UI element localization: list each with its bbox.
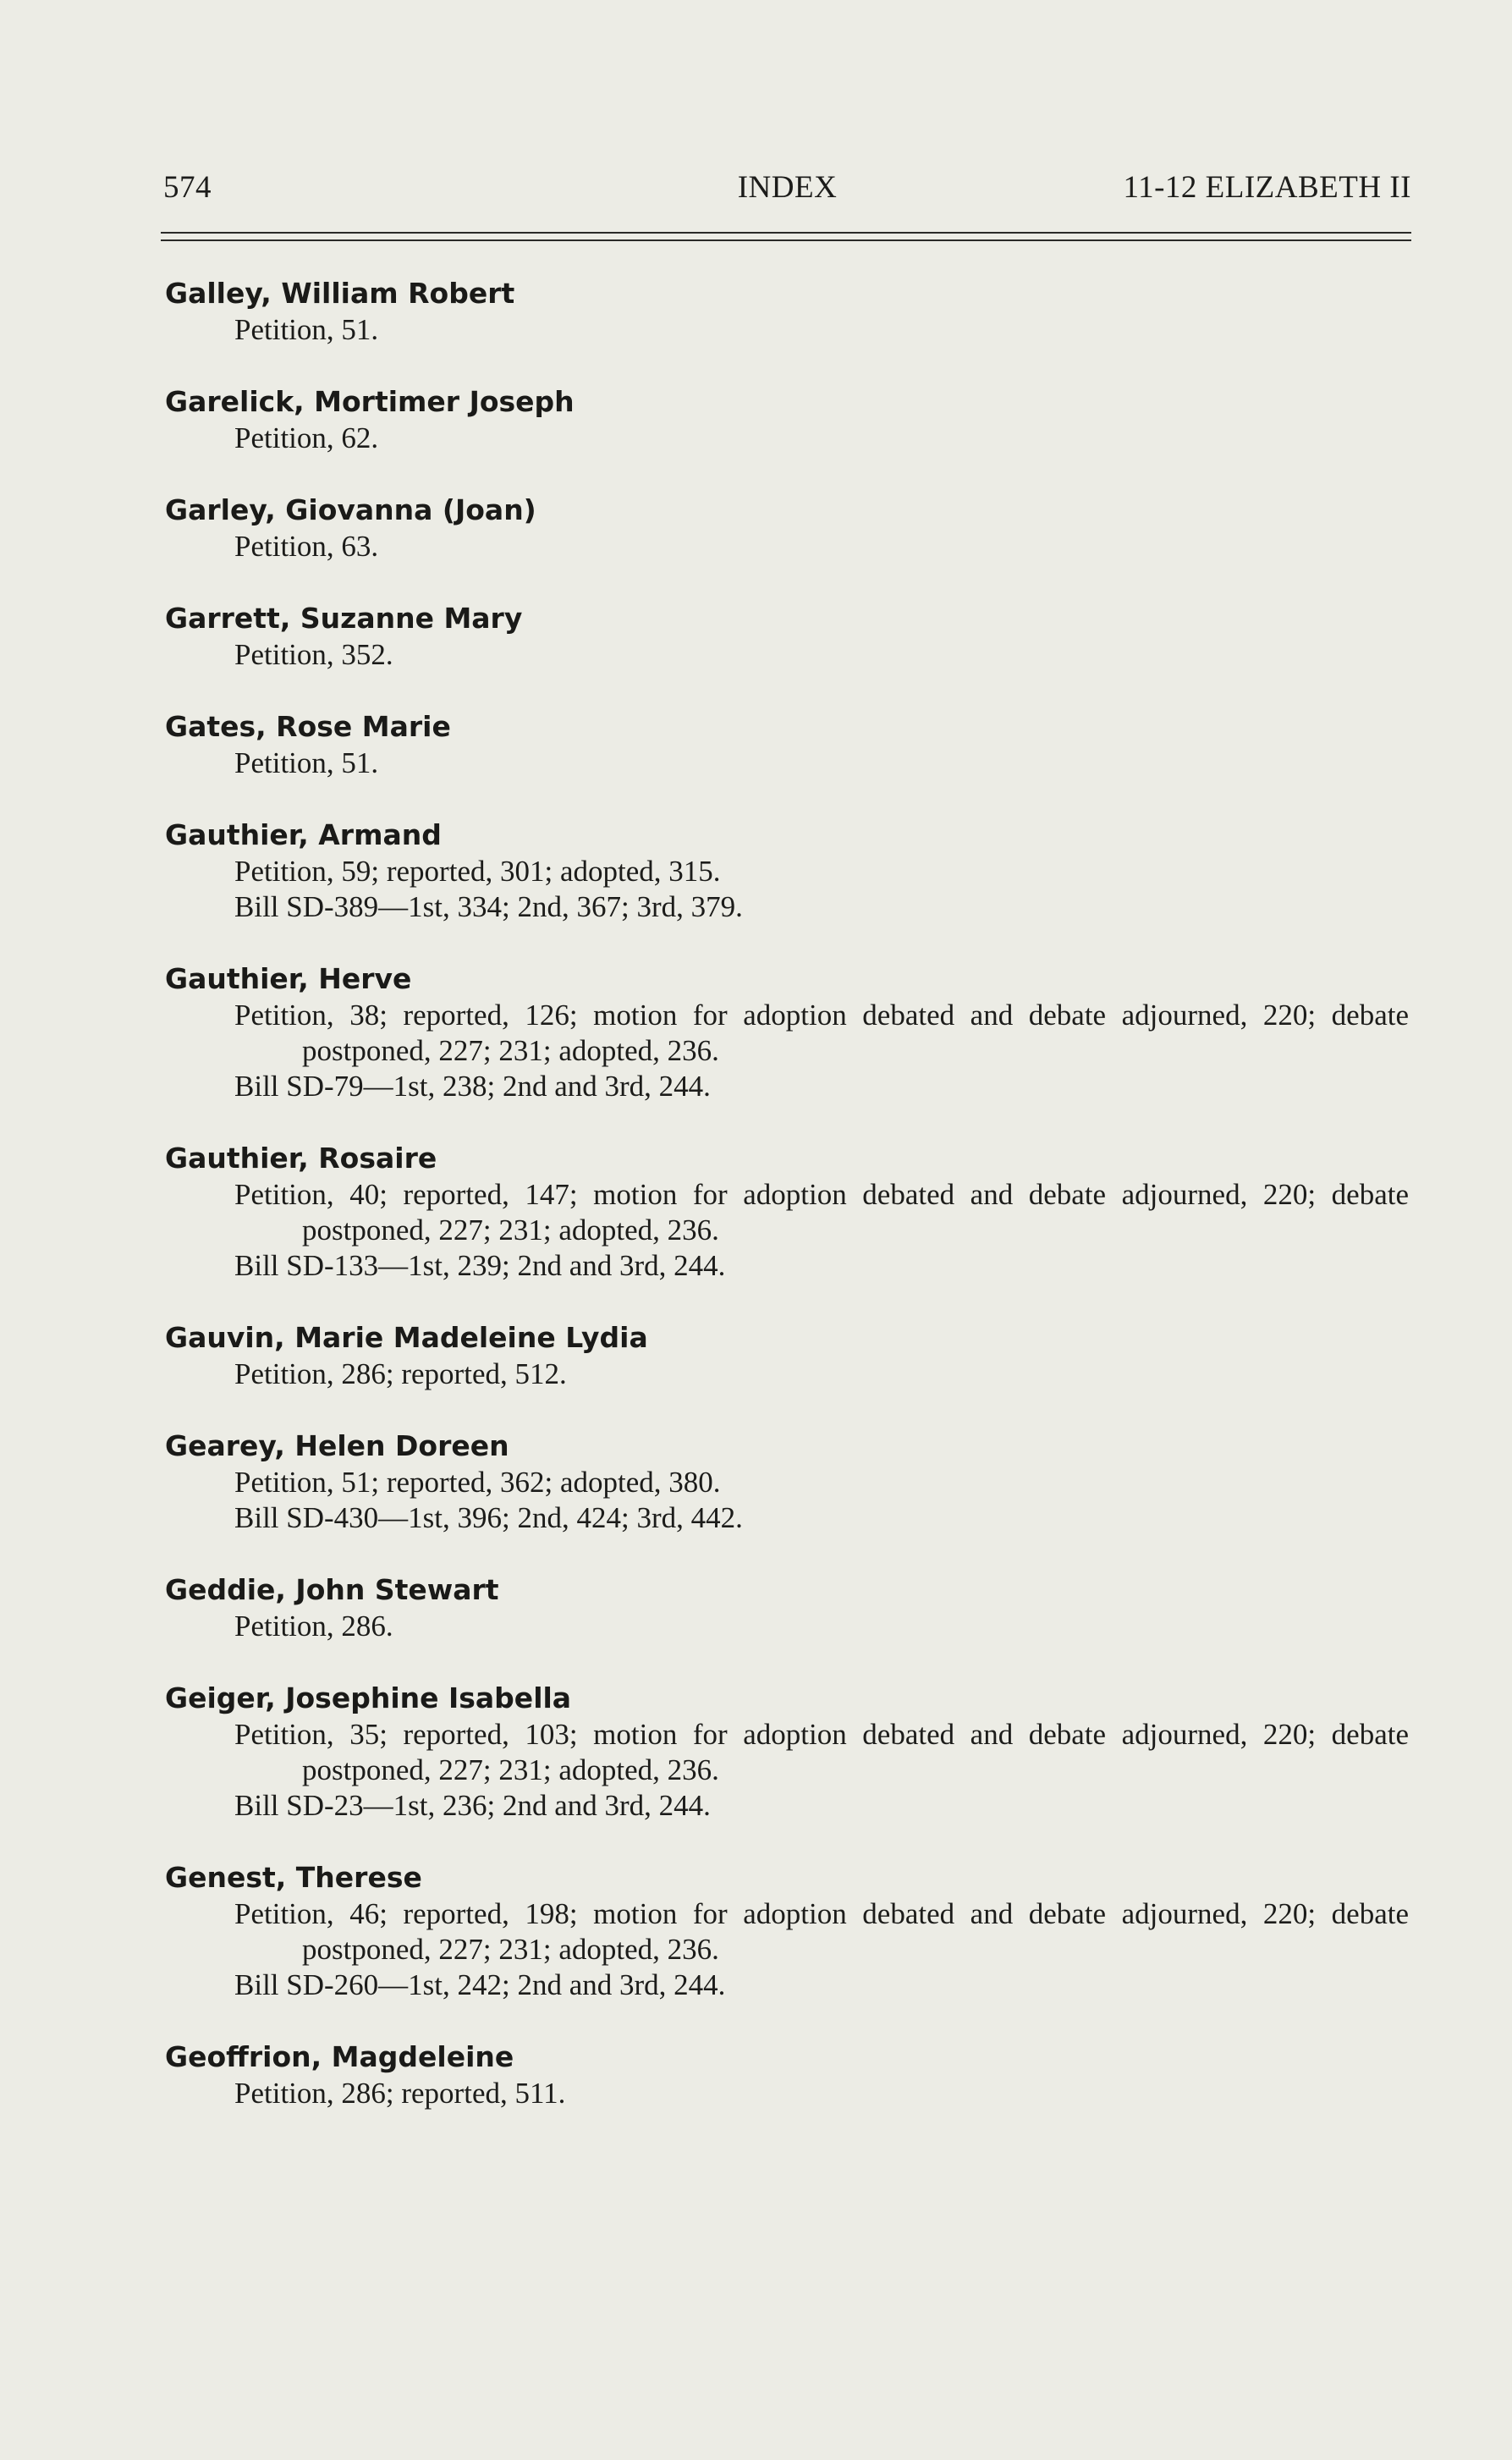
index-entry	[165, 1680, 1409, 1824]
index-entry	[165, 275, 1409, 348]
entry-name: Galley, William Robert	[165, 277, 515, 310]
index-entry	[165, 383, 1409, 456]
entry-reference-line: Petition, 38; reported, 126; motion for adoption debated and debate adjourned, 220; debate postponed, 227; 231; adopted, 236.	[234, 999, 1409, 1067]
index-entry	[165, 960, 1409, 1104]
index-entry	[165, 1571, 1409, 1644]
running-head	[163, 169, 1411, 212]
section-title: INDEX	[737, 170, 838, 205]
entry-reference-line: Petition, 51.	[234, 313, 379, 346]
entry-name: Garelick, Mortimer Joseph	[165, 385, 575, 418]
index-entry	[165, 1859, 1409, 2003]
entry-reference-line: Bill SD-133—1st, 239; 2nd and 3rd, 244.	[234, 1249, 726, 1282]
entry-reference-line: Bill SD-23—1st, 236; 2nd and 3rd, 244.	[234, 1789, 711, 1822]
entry-reference-line: Petition, 63.	[234, 530, 379, 563]
entry-reference-line: Petition, 352.	[234, 638, 393, 671]
index-entries	[165, 275, 1409, 2147]
entry-name: Geoffrion, Magdeleine	[165, 2040, 514, 2073]
entry-reference-line: Bill SD-430—1st, 396; 2nd, 424; 3rd, 442.	[234, 1501, 743, 1534]
entry-reference-line: Petition, 40; reported, 147; motion for adoption debated and debate adjourned, 220; debate postponed, 227; 231; adopted, 236.	[234, 1178, 1409, 1247]
index-entry	[165, 708, 1409, 781]
entry-reference-line: Petition, 59; reported, 301; adopted, 315.	[234, 855, 721, 888]
volume-title: 11-12 ELIZABETH II	[1123, 170, 1411, 205]
page-number: 574	[163, 170, 212, 205]
entry-name: Geddie, John Stewart	[165, 1573, 499, 1606]
entry-reference-line: Bill SD-389—1st, 334; 2nd, 367; 3rd, 379.	[234, 890, 743, 923]
index-entry	[165, 1319, 1409, 1392]
index-entry	[165, 817, 1409, 925]
entry-reference-line: Petition, 286; reported, 511.	[234, 2077, 566, 2110]
index-entry	[165, 492, 1409, 564]
header-rule-bottom	[161, 239, 1411, 241]
entry-name: Gates, Rose Marie	[165, 710, 451, 743]
entry-reference-line: Bill SD-79—1st, 238; 2nd and 3rd, 244.	[234, 1070, 711, 1103]
entry-reference-line: Petition, 51.	[234, 746, 379, 779]
index-entry	[165, 1428, 1409, 1536]
entry-reference-line: Bill SD-260—1st, 242; 2nd and 3rd, 244.	[234, 1968, 726, 2001]
entry-name: Genest, Therese	[165, 1861, 422, 1894]
entry-name: Garrett, Suzanne Mary	[165, 602, 523, 635]
entry-reference-line: Petition, 286; reported, 512.	[234, 1357, 567, 1390]
index-entry	[165, 1140, 1409, 1284]
entry-reference-line: Petition, 286.	[234, 1610, 393, 1643]
entry-name: Gauthier, Armand	[165, 818, 442, 851]
entry-reference-line: Petition, 35; reported, 103; motion for adoption debated and debate adjourned, 220; debate postponed, 227; 231; adopted, 236.	[234, 1718, 1409, 1786]
entry-name: Gearey, Helen Doreen	[165, 1429, 509, 1462]
entry-name: Garley, Giovanna (Joan)	[165, 493, 536, 526]
entry-reference-line: Petition, 62.	[234, 421, 379, 454]
index-entry	[165, 2039, 1409, 2111]
entry-name: Geiger, Josephine Isabella	[165, 1681, 572, 1714]
entry-name: Gauthier, Rosaire	[165, 1142, 437, 1175]
entry-name: Gauvin, Marie Madeleine Lydia	[165, 1321, 648, 1354]
index-entry	[165, 600, 1409, 673]
header-rule-top	[161, 232, 1411, 234]
entry-name: Gauthier, Herve	[165, 962, 412, 995]
entry-reference-line: Petition, 46; reported, 198; motion for adoption debated and debate adjourned, 220; debate postponed, 227; 231; adopted, 236.	[234, 1897, 1409, 1966]
entry-reference-line: Petition, 51; reported, 362; adopted, 380.	[234, 1466, 721, 1499]
